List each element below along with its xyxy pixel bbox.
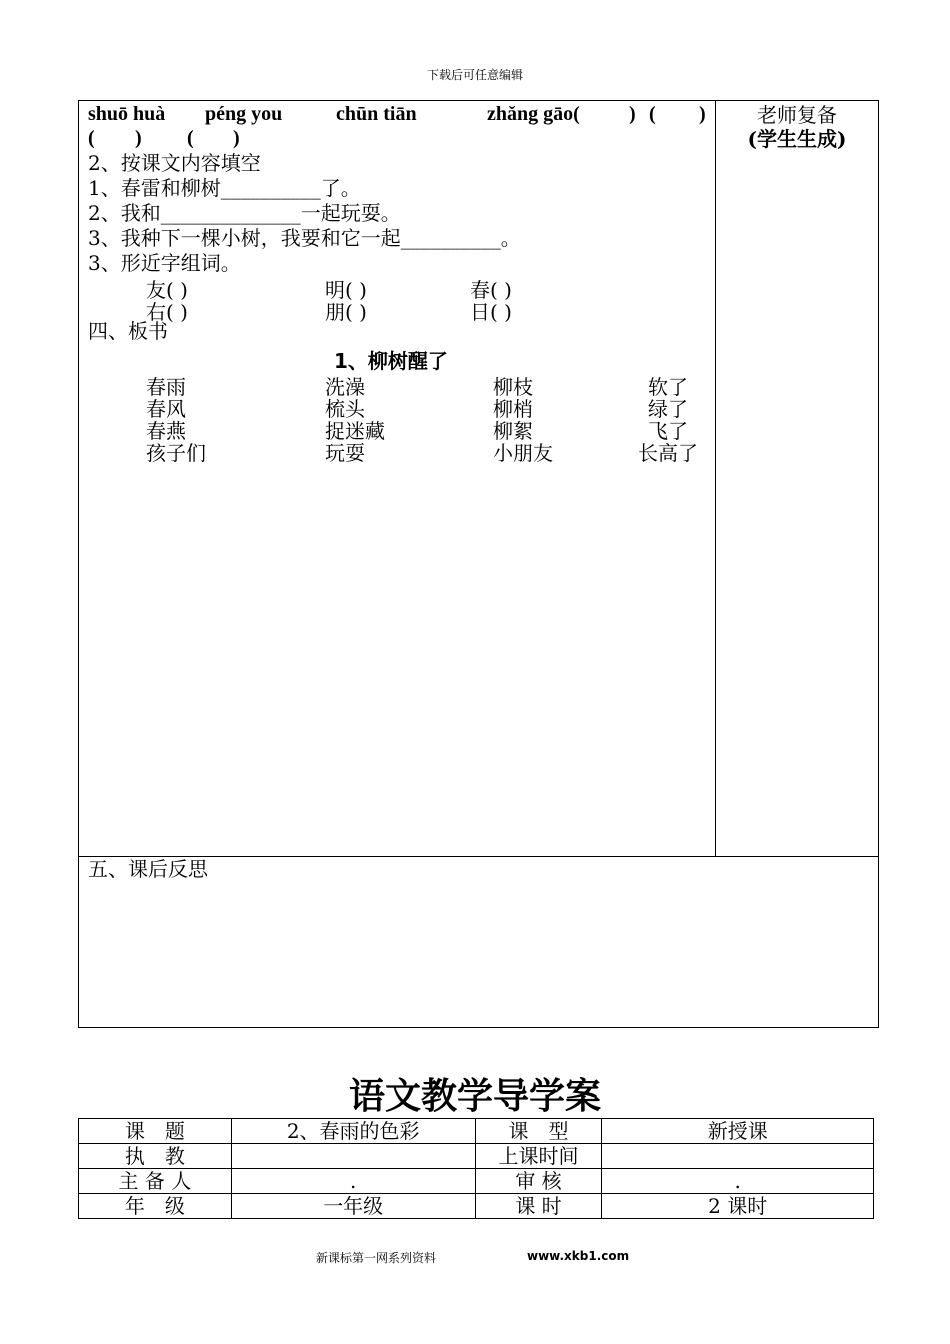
section3-title: 3、形近字组词。 [88,251,241,275]
board-col3-row2: 柳梢 [493,397,533,421]
label-main-preparer: 主 备 人 [79,1169,232,1194]
board-col4-row3: 飞了 [648,419,688,443]
value-periods: 2 课时 [602,1194,874,1219]
section2-title: 2、按课文内容填空 [88,151,261,175]
board-col1-row1: 春雨 [146,375,186,399]
pinyin-shuohua: shuō huà [88,103,166,125]
value-type: 新授课 [602,1119,874,1144]
label-reviewer: 审 核 [475,1169,602,1194]
label-periods: 课 时 [475,1194,602,1219]
doc-title: 语文教学导学案 [348,1075,601,1117]
table-row [79,1194,874,1219]
paren-close-1: ) [135,127,142,149]
word-peng: 朋( ) [325,300,367,324]
value-class-time [602,1144,874,1169]
fill1-blank: __________ [220,176,321,200]
pinyin-paren-open-2: ( [649,103,656,125]
table-row [79,1144,874,1169]
fill2-post: 一起玩耍。 [300,201,401,225]
info-table [78,1118,874,1219]
board-col3-row1: 柳枝 [493,375,533,399]
label-type: 课 型 [475,1119,602,1144]
board-col4-row1: 软了 [648,375,688,399]
word-chun: 春( ) [470,278,512,302]
pinyin-paren-close-2: ) [699,103,706,125]
paren-open-2: ( [187,127,194,149]
table-row [79,1169,874,1194]
section4-title: 四、板书 [88,319,168,343]
value-main-preparer: . [231,1169,475,1194]
fill1-pre: 1、春雷和柳树 [88,176,221,200]
fill2-blank: ______________ [160,201,301,225]
word-ri: 日( ) [470,300,512,324]
section5-title: 五、课后反思 [88,857,208,881]
value-teacher [231,1144,475,1169]
footer-link[interactable]: www.xkb1.com [527,1249,630,1263]
word-ming: 明( ) [325,278,367,302]
pinyin-paren-close-1: ) [629,103,636,125]
board-col2-row4: 玩耍 [325,441,365,465]
board-col1-row4: 孩子们 [146,441,206,465]
board-col3-row4: 小朋友 [493,441,553,465]
fill-item-3 [88,226,521,250]
fill3-blank: __________ [400,226,501,250]
value-topic: 2、春雨的色彩 [231,1119,475,1144]
paren-close-2: ) [233,127,240,149]
sidebar-divider [715,100,716,857]
fill3-pre: 3、我种下一棵小树，我要和它一起 [88,226,401,250]
fill-item-1 [88,176,361,200]
fill-item-2 [88,201,401,225]
pinyin-zhanggao: zhǎng gāo( [487,103,580,125]
sidebar-note [716,103,878,151]
fill2-pre: 2、我和 [88,201,161,225]
board-col4-row4: 长高了 [638,441,698,465]
sidebar-line1: 老师复备 [757,103,837,127]
footer-left: 新课标第一网系列资料 [316,1251,437,1265]
value-reviewer: . [602,1169,874,1194]
label-grade: 年 级 [79,1194,232,1219]
board-col1-row2: 春风 [146,397,186,421]
board-col4-row2: 绿了 [648,397,688,421]
word-you: 友( ) [146,278,188,302]
sidebar-line2: (学生生成) [747,127,847,151]
fill1-post: 了。 [320,176,361,200]
label-teacher: 执 教 [79,1144,232,1169]
pinyin-pengyou: péng you [205,103,283,125]
board-col2-row3: 捉迷藏 [325,419,385,443]
label-topic: 课 题 [79,1119,232,1144]
pinyin-chuntian: chūn tiān [336,103,417,125]
table-row [79,1119,874,1144]
board-col2-row1: 洗澡 [325,375,365,399]
word-you2: 右( ) [146,300,188,324]
label-class-time: 上课时间 [475,1144,602,1169]
board-col2-row2: 梳头 [325,397,365,421]
board-col1-row3: 春燕 [146,419,186,443]
fill3-post: 。 [500,226,521,250]
paren-open-1: ( [88,127,95,149]
board-col3-row3: 柳絮 [493,419,533,443]
value-grade: 一年级 [231,1194,475,1219]
board-title: 1、柳树醒了 [334,349,448,373]
page-header: 下载后可任意编辑 [426,68,523,82]
